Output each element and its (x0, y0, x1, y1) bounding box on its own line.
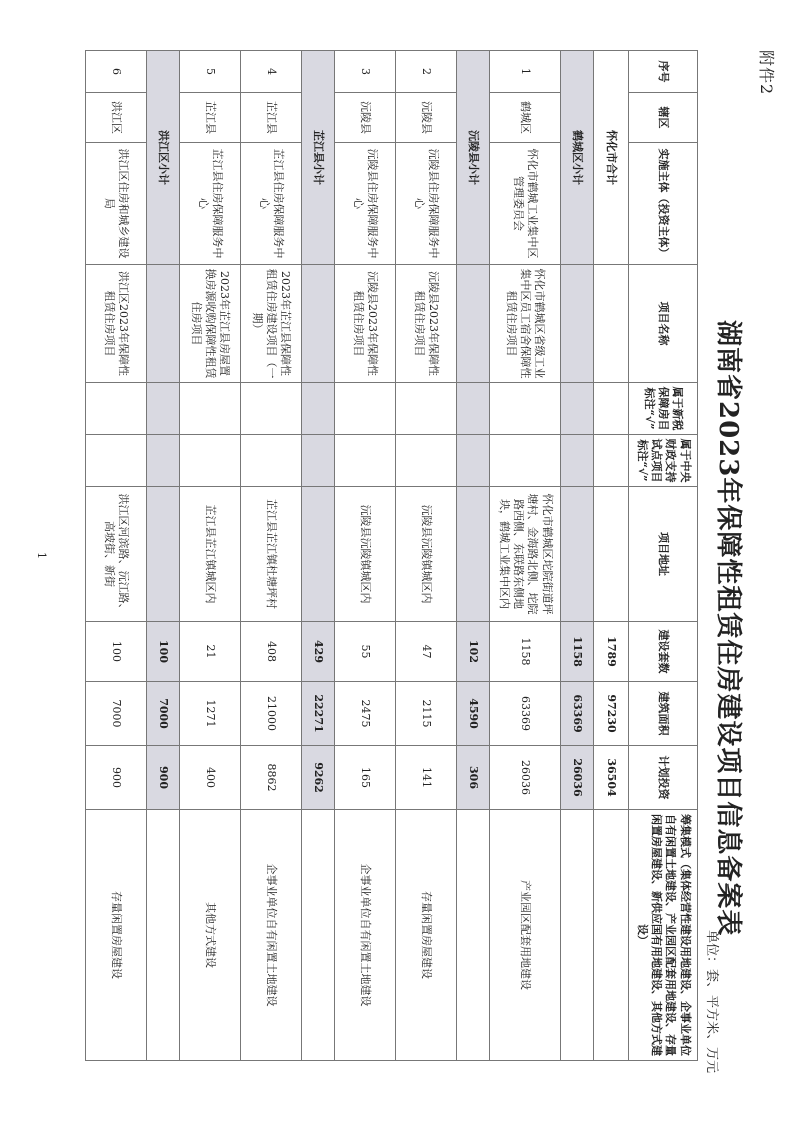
header-central2: 属于中央财政支持试点项目标注“√” (629, 435, 698, 487)
subtotal-units: 1158 (561, 622, 594, 682)
total-investment: 36504 (594, 746, 629, 810)
row-units: 1158 (490, 622, 561, 682)
subtotal-investment: 26036 (561, 746, 594, 810)
row-mode: 产业园区配套用地建设 (490, 810, 561, 1061)
row-implementer: 芷江县住房保障服务中心 (241, 143, 302, 265)
attachment-label: 附件2 (757, 50, 776, 96)
row-mode: 其他方式建设 (180, 810, 241, 1061)
table-row (396, 51, 457, 1061)
subtotal-units: 100 (147, 622, 180, 682)
subtotal-area: 4590 (457, 682, 490, 746)
header-implementer: 实施主体（投资主体） (629, 143, 698, 265)
total-units: 1789 (594, 622, 629, 682)
row-area: 63369 (490, 682, 561, 746)
subtotal-row (302, 51, 335, 1061)
subtotal-row (561, 51, 594, 1061)
header-central1: 属于新税保障房目标注“√” (629, 383, 698, 435)
header-mode: 筹集模式（集体经营性建设用地建设、企事业单位自有闲置土地建设、产业园区配套用地建设、存量闲置房屋建设、新供应国有用地建设、其他方式建设） (629, 810, 698, 1061)
row-address: 芷江县芷江镇杜塘坪村 (241, 487, 302, 622)
row-implementer: 怀化市鹤城工业集中区管理委员会 (490, 143, 561, 265)
row-investment: 8862 (241, 746, 302, 810)
document-title: 湖南省2023年保障性租赁住房建设项目信息备案表 (713, 320, 743, 937)
row-seq: 3 (335, 51, 396, 93)
total-label: 怀化市合计 (594, 51, 629, 265)
row-units: 100 (86, 622, 147, 682)
row-mode: 存量闲置房屋建设 (396, 810, 457, 1061)
table-row (180, 51, 241, 1061)
table-row (490, 51, 561, 1061)
row-implementer: 芷江县住房保障服务中心 (180, 143, 241, 265)
row-units: 21 (180, 622, 241, 682)
row-address: 沅陵县沅陵镇城区内 (396, 487, 457, 622)
row-district: 洪江区 (86, 93, 147, 143)
row-implementer: 沅陵县住房保障服务中心 (396, 143, 457, 265)
row-area: 7000 (86, 682, 147, 746)
row-address: 沅陵县沅陵镇城区内 (335, 487, 396, 622)
row-investment: 141 (396, 746, 457, 810)
subtotal-area: 63369 (561, 682, 594, 746)
row-area: 21000 (241, 682, 302, 746)
row-project-name: 2023年芷江县房屋置换房源收购保障性租赁住房项目 (180, 265, 241, 383)
row-seq: 4 (241, 51, 302, 93)
row-project-name: 2023年芷江县保障性租赁住房建设项目（一期） (241, 265, 302, 383)
row-units: 55 (335, 622, 396, 682)
subtotal-area: 7000 (147, 682, 180, 746)
subtotal-label: 沅陵县小计 (457, 51, 490, 265)
subtotal-area: 22271 (302, 682, 335, 746)
header-investment: 计划投资 (629, 746, 698, 810)
total-area: 97230 (594, 682, 629, 746)
row-project-name: 洪江区2023年保障性租赁住房项目 (86, 265, 147, 383)
project-table (85, 50, 698, 1061)
subtotal-units: 102 (457, 622, 490, 682)
row-mode: 企事业单位自有闲置土地建设 (241, 810, 302, 1061)
subtotal-investment: 306 (457, 746, 490, 810)
header-units: 建设套数 (629, 622, 698, 682)
unit-note: 单位：套、平方米、万元 (704, 930, 719, 1074)
row-project-name: 沅陵县2023年保障性租赁住房项目 (335, 265, 396, 383)
header-area: 建筑面积 (629, 682, 698, 746)
row-address: 洪江区河滨路、沅江路、高坡街、新街 (86, 487, 147, 622)
subtotal-label: 鹤城区小计 (561, 51, 594, 265)
header-address: 项目地址 (629, 487, 698, 622)
row-district: 鹤城区 (490, 93, 561, 143)
row-investment: 165 (335, 746, 396, 810)
table-row (335, 51, 396, 1061)
page-number: 1 (35, 552, 48, 559)
row-seq: 6 (86, 51, 147, 93)
subtotal-units: 429 (302, 622, 335, 682)
table-row (241, 51, 302, 1061)
row-investment: 900 (86, 746, 147, 810)
row-investment: 26036 (490, 746, 561, 810)
row-units: 47 (396, 622, 457, 682)
row-area: 2115 (396, 682, 457, 746)
row-area: 1271 (180, 682, 241, 746)
row-implementer: 沅陵县住房保障服务中心 (335, 143, 396, 265)
row-district: 沅陵县 (335, 93, 396, 143)
row-seq: 1 (490, 51, 561, 93)
header-project-name: 项目名称 (629, 265, 698, 383)
row-district: 芷江县 (241, 93, 302, 143)
row-seq: 2 (396, 51, 457, 93)
row-units: 408 (241, 622, 302, 682)
row-address: 怀化市鹤城区坨院街道坪塘村、金海路北侧、坨院路西侧、东联路东侧地块，鹤城工业集中区内 (490, 487, 561, 622)
row-address: 芷江县芷江镇城区内 (180, 487, 241, 622)
row-area: 2475 (335, 682, 396, 746)
header-row (629, 51, 698, 1061)
subtotal-label: 洪江区小计 (147, 51, 180, 265)
row-project-name: 沅陵县2023年保障性租赁住房项目 (396, 265, 457, 383)
row-implementer: 洪江区住房和城乡建设局 (86, 143, 147, 265)
total-row (594, 51, 629, 1061)
row-district: 沅陵县 (396, 93, 457, 143)
subtotal-row (147, 51, 180, 1061)
table-row (86, 51, 147, 1061)
row-investment: 400 (180, 746, 241, 810)
row-seq: 5 (180, 51, 241, 93)
row-project-name: 怀化市鹤城区省级工业集中区员工宿舍保障性租赁住房项目 (490, 265, 561, 383)
row-mode: 存量闲置房屋建设 (86, 810, 147, 1061)
subtotal-investment: 900 (147, 746, 180, 810)
subtotal-investment: 9262 (302, 746, 335, 810)
header-seq: 序号 (629, 51, 698, 93)
row-district: 芷江县 (180, 93, 241, 143)
header-district: 辖区 (629, 93, 698, 143)
subtotal-label: 芷江县小计 (302, 51, 335, 265)
row-mode: 企事业单位自有闲置土地建设 (335, 810, 396, 1061)
subtotal-row (457, 51, 490, 1061)
